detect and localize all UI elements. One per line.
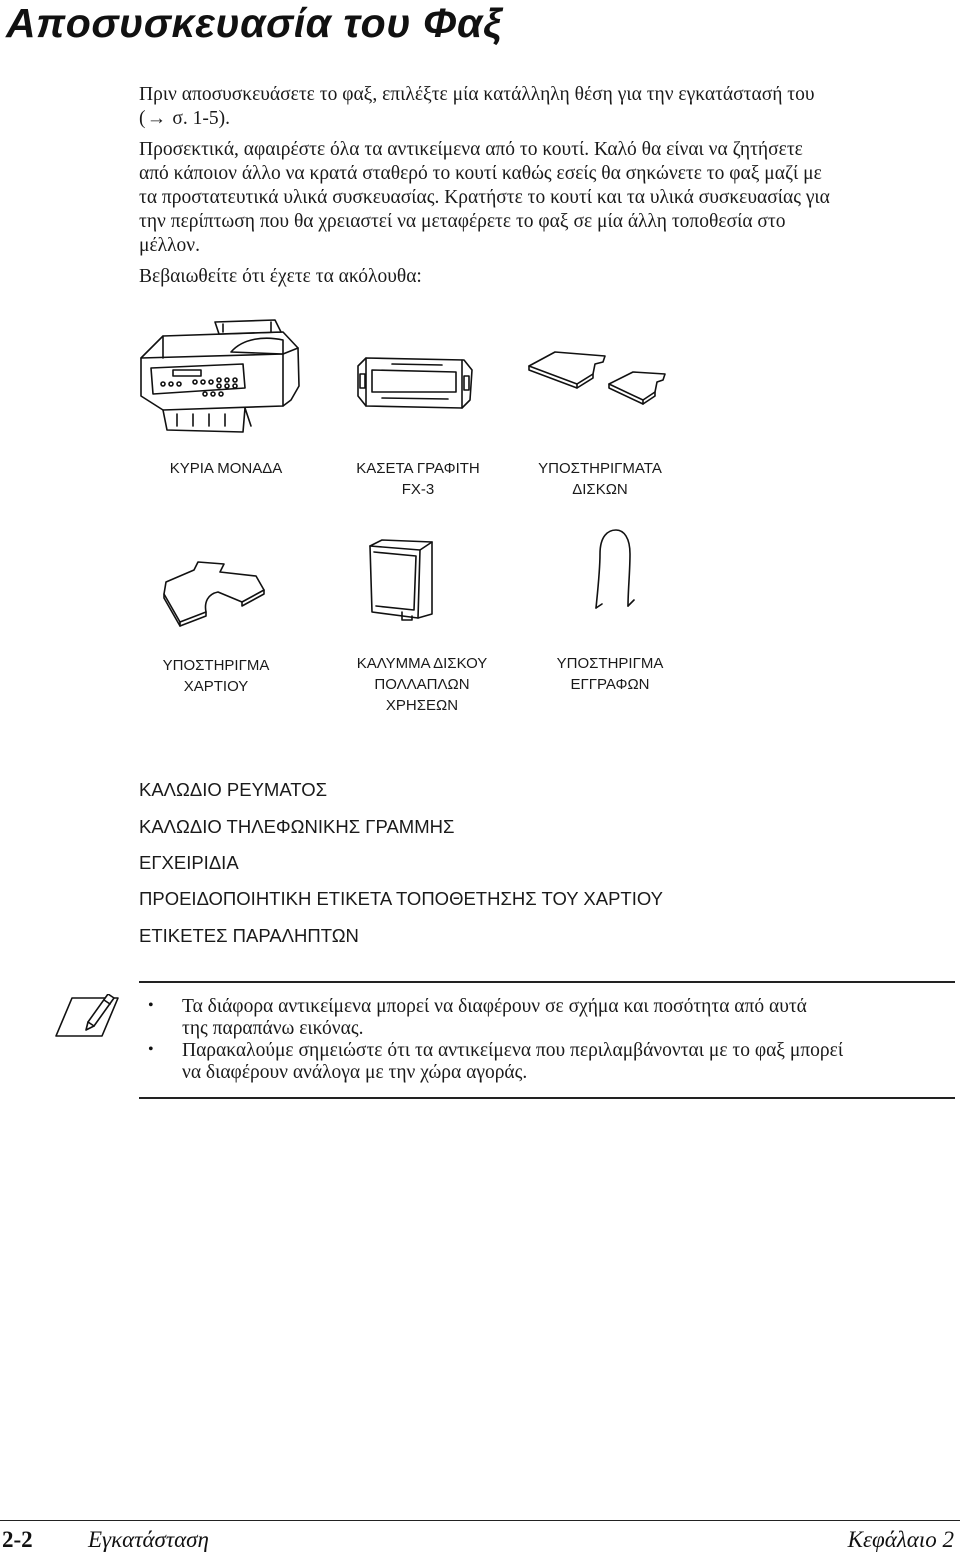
paren-open: ( [139,108,146,129]
extra-item: ΕΤΙΚΕΤΕΣ ΠΑΡΑΛΗΠΤΩΝ [139,925,359,946]
note-item-2 [182,1040,957,1084]
note-line: Παρακαλούμε σημειώστε ότι τα αντικείμενα που περιλαμβάνονται με το φαξ μπορεί [182,1040,844,1061]
extra-item: ΚΑΛΩΔΙΟ ΡΕΥΜΑΤΟΣ [139,779,328,800]
para2-line: μέλλον. [139,235,200,256]
caption-line: ΚΑΛΥΜΜΑ ΔΙΣΚΟΥ [356,655,488,672]
caption-line: ΧΑΡΤΙΟΥ [183,678,249,695]
page-reference: σ. 1-5). [167,108,230,129]
note-bullet: • [148,1041,154,1058]
intro-paragraph-1 [139,83,951,131]
caption-line: FX-3 [401,481,435,498]
arrow-icon: → [146,108,167,129]
item-caption-document-support [515,653,705,695]
note-line: Τα διάφορα αντικείμενα μπορεί να διαφέρουν σε σχήμα και ποσότητα από αυτά [182,996,807,1017]
page-number: 2-2 [2,1527,33,1552]
item-caption-main-unit [131,458,321,479]
para2-line: από κάποιον άλλο να κρατά σταθερό το κουτί καθώς εσείς θα σηκώνετε το φαξ μαζί με [139,163,822,184]
page-title: Αποσυσκευασία του Φαξ [6,0,502,46]
extra-item: ΚΑΛΩΔΙΟ ΤΗΛΕΦΩΝΙΚΗΣ ΓΡΑΜΜΗΣ [139,816,455,837]
tray-supports-icon [523,348,673,408]
note-line: να διαφέρουν ανάλογα με την χώρα αγοράς. [182,1062,528,1083]
item-caption-toner [323,458,513,500]
caption-line: ΕΓΓΡΑΦΩΝ [570,676,650,693]
note-line: της παραπάνω εικόνας. [182,1018,364,1039]
footer-chapter: Κεφάλαιο 2 [847,1527,954,1552]
caption-line: ΥΠΟΣΤΗΡΙΓΜΑ [556,655,664,672]
footer-section: Εγκατάσταση [88,1527,209,1552]
caption-line: ΥΠΟΣΤΗΡΙΓΜΑ [162,657,270,674]
intro-paragraph-3: Βεβαιωθείτε ότι έχετε τα ακόλουθα: [139,266,422,287]
note-bullet: • [148,997,154,1014]
caption-line: ΚΥΡΙΑ ΜΟΝΑΔΑ [169,460,283,477]
tray-cover-icon [362,538,438,622]
extra-item: ΕΓΧΕΙΡΙΔΙΑ [139,852,239,873]
item-caption-tray-supports [505,458,695,500]
paper-support-icon [160,558,270,630]
toner-cartridge-icon [352,352,476,412]
para2-line: την περίπτωση που θα χρειαστεί να μεταφέρετε το φαξ σε μία άλλη τοποθεσία στο [139,211,786,232]
item-caption-tray-cover [327,653,517,716]
note-item-1 [182,996,957,1040]
intro-paragraph-2 [139,138,951,258]
para2-line: τα προστατευτικά υλικά συσκευασίας. Κρατήστε το κουτί και τα υλικά συσκευασίας για [139,187,830,208]
intro-line-1: Πριν αποσυσκευάσετε το φαξ, επιλέξτε μία κατάλληλη θέση για την εγκατάστασή του [139,84,815,105]
note-top-rule [139,981,955,983]
caption-line: ΠΟΛΛΑΠΛΩΝ [374,676,470,693]
extra-item: ΠΡΟΕΙΔΟΠΟΙΗΤΙΚΗ ΕΤΙΚΕΤΑ ΤΟΠΟΘΕΤΗΣΗΣ ΤΟΥ ΧΑΡΤΙΟΥ [139,888,663,909]
item-caption-paper-support [121,655,311,697]
para2-line: Προσεκτικά, αφαιρέστε όλα τα αντικείμενα από το κουτί. Καλό θα είναι να ζητήσετε [139,139,803,160]
document-support-wire-icon [590,528,640,612]
intro-line-2 [139,107,951,131]
caption-line: ΥΠΟΣΤΗΡΙΓΜΑΤΑ [538,460,662,477]
caption-line: ΔΙΣΚΩΝ [572,481,628,498]
note-bottom-rule [139,1097,955,1099]
caption-line: ΚΑΣΕΤΑ ΓΡΑΦΙΤΗ [356,460,480,477]
fax-machine-icon [133,318,308,440]
footer-rule [0,1520,960,1521]
caption-line: ΧΡΗΣΕΩΝ [385,697,459,714]
note-pencil-icon [52,994,122,1040]
